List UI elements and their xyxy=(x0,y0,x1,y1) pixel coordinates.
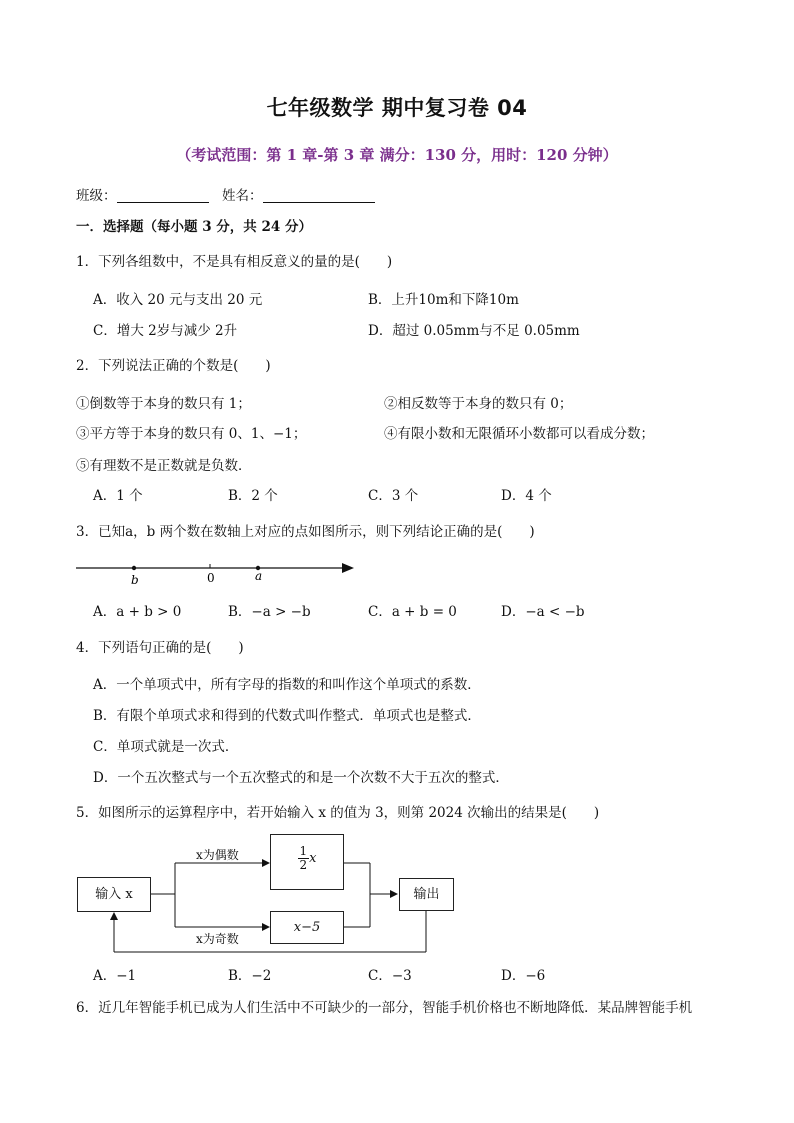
name-field xyxy=(222,187,375,205)
q5-option-d: D．−6 xyxy=(501,968,546,984)
q1-option-d: D．超过 0.05mm与不足 0.05mm xyxy=(368,323,580,339)
q4-stem: 4．下列语句正确的是( ) xyxy=(76,640,244,656)
minus-five-box: x−5 xyxy=(270,911,344,944)
output-box: 输出 xyxy=(399,878,454,911)
exam-subtitle: （考试范围：第 1 章-第 3 章 满分：130 分，用时：120 分钟） xyxy=(176,146,618,164)
arrow-head-icon xyxy=(342,563,354,573)
q3-option-b: B．−a > −b xyxy=(228,604,311,620)
q3-option-c: C．a + b = 0 xyxy=(368,604,457,620)
q4-option-b: B．有限个单项式求和得到的代数式叫作整式．单项式也是整式． xyxy=(93,708,481,724)
q2-statement-2: ②相反数等于本身的数只有 0； xyxy=(384,396,573,412)
fraction-numerator: 1 xyxy=(299,844,308,858)
class-field xyxy=(76,187,209,205)
q3-option-d: D．−a < −b xyxy=(501,604,585,620)
q5-option-b: B．−2 xyxy=(228,968,272,984)
section-heading: 一．选择题（每小题 3 分，共 24 分） xyxy=(76,219,312,235)
q5-option-a: A．−1 xyxy=(93,968,137,984)
q3-option-a: A．a + b > 0 xyxy=(93,604,182,620)
input-box: 输入 x xyxy=(77,877,151,912)
q2-statement-5: ⑤有理数不是正数就是负数． xyxy=(76,458,252,474)
q4-option-d: D．一个五次整式与一个五次整式的和是一个次数不大于五次的整式． xyxy=(93,770,509,786)
q2-option-a: A．1 个 xyxy=(93,488,143,504)
label-zero: 0 xyxy=(207,571,215,585)
label-b: b xyxy=(131,573,139,587)
q1-stem: 1．下列各组数中，不是具有相反意义的量的是( ) xyxy=(76,254,393,270)
q2-option-c: C．3 个 xyxy=(368,488,419,504)
fraction-denominator: 2 xyxy=(299,858,308,872)
point-b xyxy=(132,566,136,570)
q2-statement-4: ④有限小数和无限循环小数都可以看成分数； xyxy=(384,426,654,442)
label-a: a xyxy=(255,569,263,583)
q5-stem: 5．如图所示的运算程序中，若开始输入 x 的值为 3，则第 2024 次输出的结果是( ) xyxy=(76,805,600,821)
q4-option-a: A．一个单项式中，所有字母的指数的和叫作这个单项式的系数． xyxy=(93,677,481,693)
q4-option-c: C．单项式就是一次式． xyxy=(93,739,239,755)
q1-option-a: A．收入 20 元与支出 20 元 xyxy=(93,292,263,308)
q2-option-d: D．4 个 xyxy=(501,488,552,504)
fraction xyxy=(298,845,310,872)
number-line-figure xyxy=(76,558,358,588)
page-title: 七年级数学 期中复习卷 04 xyxy=(266,96,528,120)
q1-option-b: B．上升10m和下降10m xyxy=(368,292,519,308)
q3-stem: 3．已知a，b 两个数在数轴上对应的点如图所示，则下列结论正确的是( ) xyxy=(76,524,535,540)
name-blank[interactable] xyxy=(263,188,375,203)
class-blank[interactable] xyxy=(117,188,209,203)
q6-stem: 6．近几年智能手机已成为人们生活中不可缺少的一部分，智能手机价格也不断地降低．某品牌智能手机 xyxy=(76,1000,693,1016)
name-label: 姓名： xyxy=(222,188,263,204)
q5-option-c: C．−3 xyxy=(368,968,412,984)
q2-statement-3: ③平方等于本身的数只有 0、1、−1； xyxy=(76,426,307,442)
q1-option-c: C．增大 2岁与减少 2升 xyxy=(93,323,238,339)
fraction-variable: x xyxy=(309,851,317,866)
even-label: x为偶数 xyxy=(196,848,239,862)
q2-stem: 2．下列说法正确的个数是( ) xyxy=(76,358,271,374)
half-x-box xyxy=(270,834,344,890)
q2-statement-1: ①倒数等于本身的数只有 1； xyxy=(76,396,251,412)
class-label: 班级： xyxy=(76,188,117,204)
odd-label: x为奇数 xyxy=(196,932,239,946)
q2-option-b: B．2 个 xyxy=(228,488,278,504)
